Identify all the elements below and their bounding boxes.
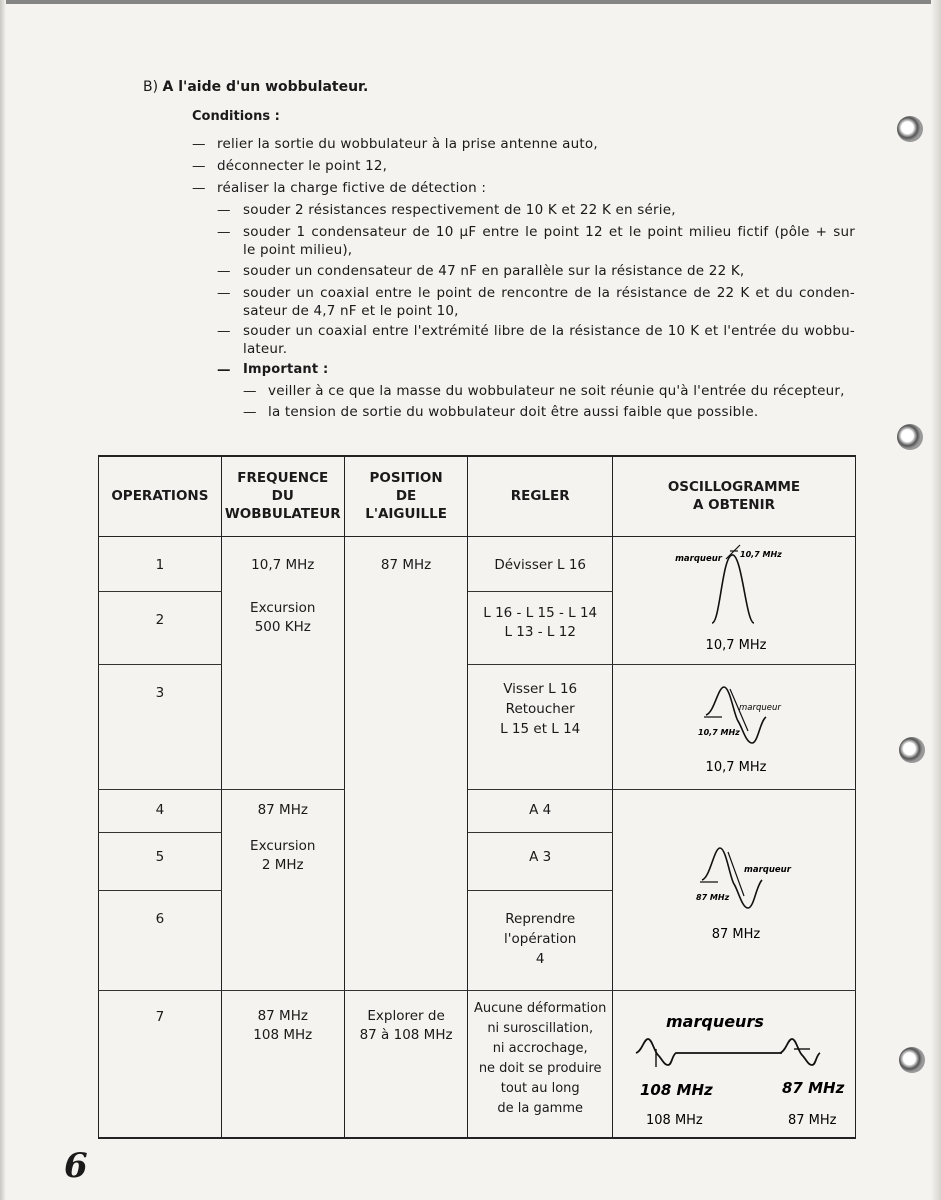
- freq-cell: [221, 891, 344, 990]
- position-cell: [344, 891, 468, 990]
- op-number: 7: [99, 990, 222, 1138]
- op-number: 1: [99, 536, 222, 591]
- regler-cell: Dévisser L 16: [468, 536, 613, 591]
- position-cell: [344, 833, 468, 891]
- sub-bullet-text: souder 1 condensateur de 10 µF entre le point 12 et le point milieu fictif (pôle + sur: [243, 224, 855, 240]
- sub-bullet-dash: —: [217, 285, 231, 301]
- table-row: [99, 664, 856, 789]
- page-number: 6: [64, 1146, 88, 1186]
- binder-hole: [897, 116, 923, 142]
- table-header-row: [99, 456, 856, 536]
- sub-bullet-text: souder 2 résistances respectivement de 10 K et 22 K en série,: [243, 202, 676, 218]
- sub-bullet-text: souder un condensateur de 47 nF en parallèle sur la résistance de 22 K,: [243, 263, 745, 279]
- page-top-edge: [0, 0, 941, 4]
- binder-hole: [897, 424, 923, 450]
- bullet-dash: —: [192, 136, 206, 152]
- header-oscillogramme: OSCILLOGRAMME A OBTENIR: [612, 456, 855, 536]
- header-operations: OPERATIONS: [99, 456, 222, 536]
- regler-cell: A 4: [468, 789, 613, 833]
- regler-cell: L 16 - L 15 - L 14 L 13 - L 12: [468, 591, 613, 664]
- position-cell: Explorer de 87 à 108 MHz: [344, 990, 468, 1138]
- operations-table: [98, 455, 856, 1139]
- bullet-dash: —: [192, 180, 206, 196]
- marker-label: marqueur: [738, 702, 781, 713]
- marker-label: marqueur: [675, 553, 722, 564]
- position-cell: [344, 591, 468, 664]
- header-frequence: FREQUENCE DU WOBBULATEUR: [221, 456, 344, 536]
- right-marker-label: 87 MHz: [781, 1078, 845, 1097]
- op-number: 5: [99, 833, 222, 891]
- marker-label: marqueur: [743, 864, 791, 875]
- freq-cell: 87 MHz: [221, 789, 344, 833]
- bullet-text: déconnecter le point 12,: [217, 158, 388, 174]
- binder-hole: [899, 737, 925, 763]
- oscillogram-d: [612, 990, 855, 1138]
- markers-title: marqueurs: [665, 1011, 764, 1031]
- sub-bullet-text: souder un coaxial entre l'extrémité libre de la résistance de 10 K et l'entrée du wobbu-: [243, 323, 855, 339]
- table-row: [99, 789, 856, 833]
- sub-bullet-text: le point milieu),: [243, 242, 353, 258]
- page-right-edge: [931, 0, 941, 1200]
- sub-bullet-dash: —: [217, 224, 231, 240]
- bell-curve-oscillogram: [614, 537, 854, 659]
- bullet-dash: —: [192, 158, 206, 174]
- important-label: Important :: [243, 362, 329, 377]
- regler-cell: Visser L 16 Retoucher L 15 et L 14: [468, 664, 613, 789]
- freq-cell: 10,7 MHz: [221, 536, 344, 591]
- oscillogram-caption: 87 MHz: [711, 926, 761, 942]
- dual-marker-oscillogram: [614, 991, 854, 1133]
- bullet-text: réaliser la charge fictive de détection :: [217, 180, 487, 196]
- section-heading: [143, 79, 368, 95]
- binder-hole: [899, 1047, 925, 1073]
- sub-bullet-dash: —: [217, 323, 231, 339]
- table-row: [99, 536, 856, 591]
- freq-cell: Excursion 500 KHz: [221, 591, 344, 664]
- important-dash: —: [217, 362, 231, 378]
- important-dash: —: [243, 383, 257, 399]
- section-title: A l'aide d'un wobbulateur.: [162, 79, 369, 95]
- oscillogram-b: [612, 664, 855, 789]
- left-marker-label: 108 MHz: [639, 1080, 713, 1099]
- header-regler: REGLER: [468, 456, 613, 536]
- op-number: 3: [99, 664, 222, 789]
- oscillogram-a: [612, 536, 855, 664]
- table-row: [99, 990, 856, 1138]
- op-number: 4: [99, 789, 222, 833]
- page-left-edge: [0, 0, 6, 1200]
- regler-cell: Reprendre l'opération 4: [468, 891, 613, 990]
- bullet-text: relier la sortie du wobbulateur à la prise antenne auto,: [217, 136, 598, 152]
- op-number: 6: [99, 891, 222, 990]
- conditions-label: Conditions :: [192, 109, 280, 124]
- position-cell: [344, 664, 468, 789]
- header-position: POSITION DE L'AIGUILLE: [344, 456, 468, 536]
- s-curve-oscillogram: [614, 665, 854, 785]
- important-item: la tension de sortie du wobbulateur doit être aussi faible que possible.: [268, 404, 759, 420]
- oscillogram-caption: 10,7 MHz: [705, 637, 767, 653]
- freq-cell: [221, 664, 344, 789]
- sub-bullet-text: sateur de 4,7 nF et le point 10,: [243, 303, 459, 319]
- left-marker-caption: 108 MHz: [645, 1112, 703, 1128]
- s-curve-oscillogram: [614, 790, 854, 986]
- regler-cell: A 3: [468, 833, 613, 891]
- op-number: 2: [99, 591, 222, 664]
- oscillogram-c: [612, 789, 855, 990]
- freq-cell: Excursion 2 MHz: [221, 833, 344, 891]
- sub-bullet-dash: —: [217, 263, 231, 279]
- sub-bullet-text: souder un coaxial entre le point de rencontre de la résistance de 22 K et du conden-: [243, 285, 855, 301]
- position-cell: 87 MHz: [344, 536, 468, 591]
- important-dash: —: [243, 404, 257, 420]
- regler-cell: Aucune déformation ni suroscillation, ni accrochage, ne doit se produire tout au long de la gamme: [468, 990, 613, 1138]
- sub-bullet-text: lateur.: [243, 341, 288, 357]
- marker-freq-label: 87 MHz: [695, 892, 730, 902]
- marker-freq-label: 10,7 MHz: [739, 549, 782, 559]
- section-prefix: B): [143, 79, 159, 95]
- sub-bullet-dash: —: [217, 202, 231, 218]
- important-item: veiller à ce que la masse du wobbulateur ne soit réunie qu'à l'entrée du récepteur,: [268, 383, 845, 399]
- freq-cell: 87 MHz 108 MHz: [221, 990, 344, 1138]
- marker-freq-label: 10,7 MHz: [697, 727, 740, 737]
- position-cell: [344, 789, 468, 833]
- oscillogram-caption: 10,7 MHz: [705, 759, 767, 775]
- right-marker-caption: 87 MHz: [787, 1112, 837, 1128]
